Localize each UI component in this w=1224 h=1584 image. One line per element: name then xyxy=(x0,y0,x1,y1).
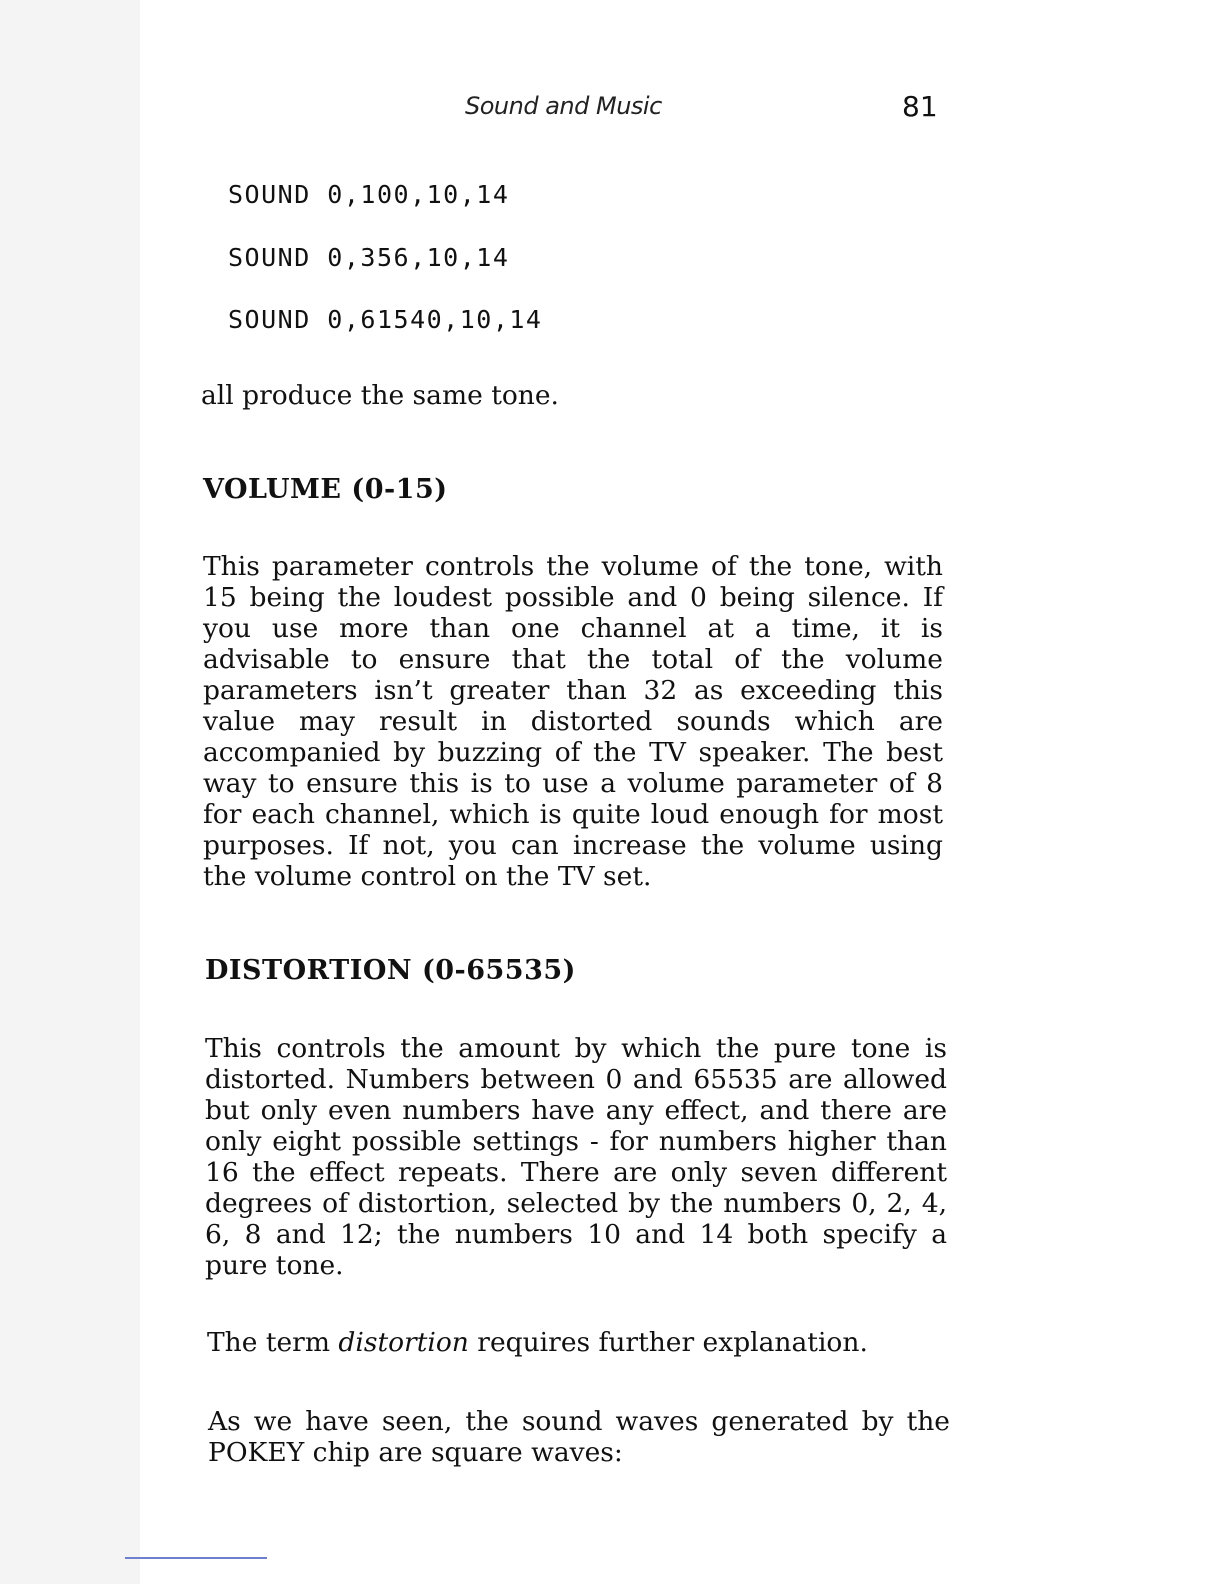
distortion-paragraph: This controls the amount by which the pure tone is distorted. Numbers between 0 and 65535 are allowed but only even numbers have any effect, and there are only eight possible settings - for numbers higher than 16 the effect repeats. There are only seven different degrees of distortion, selected by the numbers 0, 2, 4, 6, 8 and 12; the numbers 10 and 14 both specify a pure tone. xyxy=(205,1033,947,1281)
code-line-3: SOUND 0,61540,10,14 xyxy=(228,305,543,334)
term-paragraph xyxy=(207,1327,952,1358)
term-text-after: requires further explanation. xyxy=(468,1327,868,1358)
code-line-2: SOUND 0,356,10,14 xyxy=(228,243,510,272)
after-code-text: all produce the same tone. xyxy=(201,380,559,411)
term-text-before: The term xyxy=(207,1327,339,1358)
code-line-1: SOUND 0,100,10,14 xyxy=(228,180,510,209)
square-waves-paragraph: As we have seen, the sound waves generated by the POKEY chip are square waves: xyxy=(208,1406,950,1468)
term-emphasis: distortion xyxy=(338,1327,469,1358)
distortion-heading: DISTORTION (0-65535) xyxy=(205,955,576,986)
volume-paragraph: This parameter controls the volume of the tone, with 15 being the loudest possible and 0 being silence. If you use more than one channel at a time, it is advisable to ensure that the total of the volume parameters isn’t greater than 32 as exceeding this value may result in distorted sounds which are accompanied by buzzing of the TV speaker. The best way to ensure this is to use a volume parameter of 8 for each channel, which is quite loud enough for most purposes. If not, you can increase the volume using the volume control on the TV set. xyxy=(203,551,943,892)
running-head-title: Sound and Music xyxy=(465,92,662,120)
bottom-rule xyxy=(125,1557,267,1559)
volume-heading: VOLUME (0-15) xyxy=(203,474,448,505)
page-number: 81 xyxy=(902,90,938,123)
